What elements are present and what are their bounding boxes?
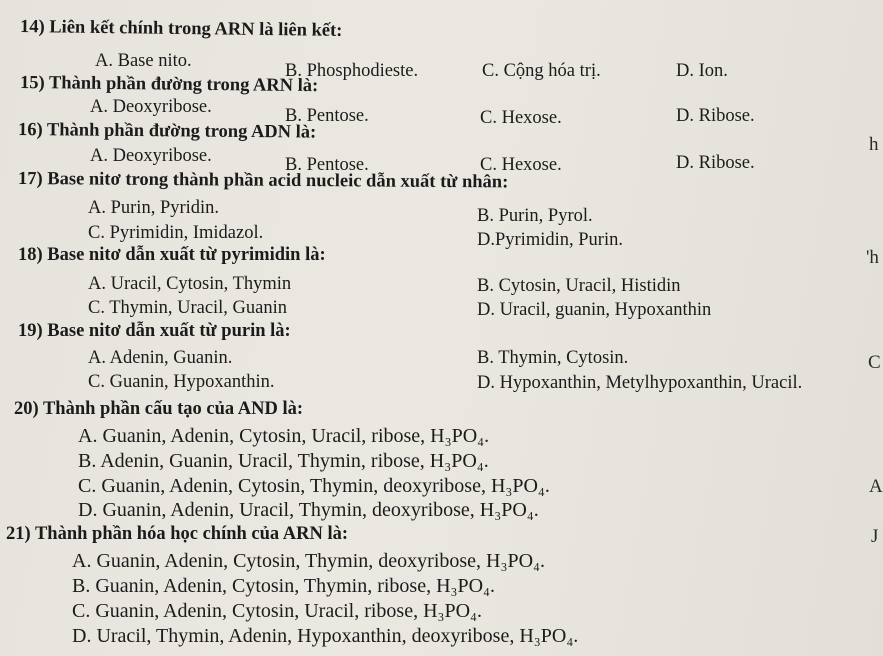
q19-option-a: A. Adenin, Guanin. (88, 348, 233, 368)
question-15-text: 15) Thành phần đường trong ARN là: (19, 73, 319, 97)
q15-option-a: A. Deoxyribose. (90, 97, 212, 117)
q15-option-b: B. Pentose. (285, 106, 369, 126)
edge-mark-4: A (869, 476, 883, 497)
q18-option-c: C. Thymin, Uracil, Guanin (88, 298, 288, 318)
q21-option-d: D. Uracil, Thymin, Adenin, Hypoxanthin, deoxyribose, H₃PO₄. (72, 625, 579, 647)
q19-option-b: B. Thymin, Cytosin. (477, 348, 629, 368)
q17-option-b: B. Purin, Pyrol. (477, 206, 593, 226)
q14-option-c: C. Cộng hóa trị. (482, 61, 601, 81)
q17-option-a: A. Purin, Pyridin. (88, 198, 220, 218)
q21-option-c: C. Guanin, Adenin, Cytosin, Uracil, ribose, H₃PO₄. (72, 600, 483, 622)
edge-mark-3: C (868, 352, 881, 373)
edge-mark-2: 'h (866, 247, 879, 268)
q20-option-d: D. Guanin, Adenin, Uracil, Thymin, deoxyribose, H₃PO₄. (78, 499, 539, 521)
question-18-text: 18) Base nitơ dẫn xuất từ pyrimidin là: (18, 245, 326, 265)
q19-option-d: D. Hypoxanthin, Metylhypoxanthin, Uracil. (477, 373, 803, 393)
q20-option-b: B. Adenin, Guanin, Uracil, Thymin, ribose, H₃PO₄. (78, 450, 489, 472)
q16-option-a: A. Deoxyribose. (90, 146, 212, 166)
question-16-text: 16) Thành phần đường trong ADN là: (17, 120, 317, 143)
q14-option-d: D. Ion. (676, 61, 728, 81)
q21-option-b: B. Guanin, Adenin, Cytosin, Thymin, ribose, H₃PO₄. (72, 575, 496, 597)
question-14-text: 14) Liên kết chính trong ARN là liên kết: (19, 17, 343, 41)
q17-option-c: C. Pyrimidin, Imidazol. (88, 223, 264, 243)
edge-mark-5: J (871, 526, 879, 547)
q15-option-c: C. Hexose. (480, 108, 562, 128)
question-17-text: 17) Base nitơ trong thành phần acid nucleic dẫn xuất từ nhân: (17, 169, 509, 193)
q16-option-d: D. Ribose. (676, 153, 755, 173)
edge-mark-1: h (869, 134, 879, 155)
question-20-text: 20) Thành phần cấu tạo của AND là: (14, 399, 304, 419)
question-21-text: 21) Thành phần hóa học chính của ARN là: (6, 524, 349, 544)
q18-option-a: A. Uracil, Cytosin, Thymin (88, 274, 292, 294)
q16-option-b: B. Pentose. (285, 155, 369, 175)
q18-option-b: B. Cytosin, Uracil, Histidin (477, 276, 681, 296)
q16-option-c: C. Hexose. (480, 155, 562, 175)
q17-option-d: D.Pyrimidin, Purin. (477, 230, 623, 250)
q20-option-a: A. Guanin, Adenin, Cytosin, Uracil, ribose, H₃PO₄. (78, 425, 490, 447)
q21-option-a: A. Guanin, Adenin, Cytosin, Thymin, deoxyribose, H₃PO₄. (72, 550, 546, 572)
q20-option-c: C. Guanin, Adenin, Cytosin, Thymin, deoxyribose, H₃PO₄. (78, 475, 550, 497)
q15-option-d: D. Ribose. (676, 106, 755, 126)
question-19-text: 19) Base nitơ dẫn xuất từ purin là: (18, 321, 291, 341)
q18-option-d: D. Uracil, guanin, Hypoxanthin (477, 300, 712, 320)
q14-option-a: A. Base nito. (95, 51, 192, 71)
q14-option-b: B. Phosphodieste. (285, 61, 419, 81)
q19-option-c: C. Guanin, Hypoxanthin. (88, 372, 275, 392)
